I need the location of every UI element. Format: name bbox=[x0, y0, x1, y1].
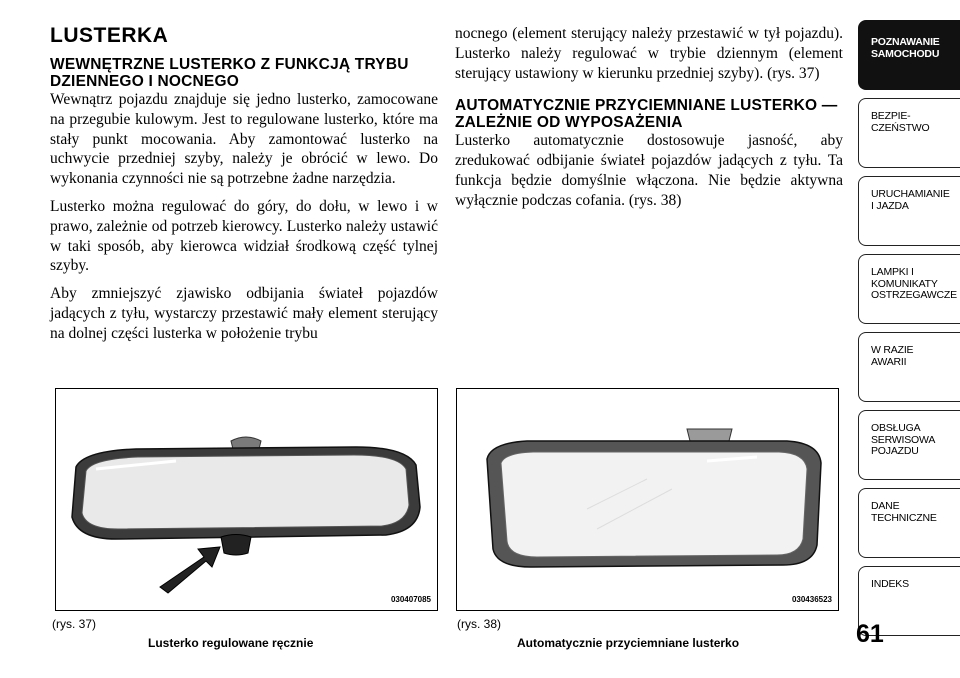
tab-label: DANE TECHNICZNE bbox=[871, 500, 937, 524]
tab-label: POZNAWANIE SAMOCHODU bbox=[871, 36, 940, 60]
tab-label: INDEKS bbox=[871, 578, 909, 590]
paragraph-night-mode: Aby zmniejszyć zjawisko odbijania świateł pojazdów jadących z tyłu, wystarczy przestawić mały element sterujący na dolnej części lusterka w położenie trybu bbox=[50, 285, 438, 342]
tab-label: W RAZIE AWARII bbox=[871, 344, 914, 368]
figure-code: 030407085 bbox=[390, 595, 431, 604]
tab-lampki-i-komunikaty[interactable] bbox=[858, 254, 960, 324]
section-title: LUSTERKA bbox=[50, 24, 169, 47]
figure-code: 030436523 bbox=[791, 595, 832, 604]
chapter-tabs bbox=[858, 20, 960, 644]
left-column bbox=[50, 24, 438, 352]
tab-label: BEZPIE- CZEŃSTWO bbox=[871, 110, 930, 134]
paragraph-adjustment: Lusterko można regulować do góry, do dołu, w lewo i w prawo, zależnie od potrzeb kierowcy. Lusterko należy ustawić w taki sposób, aby kierowca widział środkową część tylnej szyby. bbox=[50, 197, 438, 275]
paragraph-auto-dimming: Lusterko automatycznie dostosowuje jasność, aby zredukować odbijanie świateł pojazdów jadących z tyłu. Ta funkcja będzie domyślnie włączona. Nie będzie aktywna wyłącznie podczas cofania. (rys. 38) bbox=[455, 132, 843, 209]
tab-bezpieczenstwo[interactable] bbox=[858, 98, 960, 168]
figure-manual-mirror bbox=[55, 388, 438, 611]
subsection-title-auto-dimming: AUTOMATYCZNIE PRZYCIEMNIANE LUSTERKO — ZALEŻNIE OD WYPOSAŻENIA bbox=[455, 97, 838, 132]
tab-label: OBSŁUGA SERWISOWA POJAZDU bbox=[871, 422, 936, 457]
tab-uruchamianie-i-jazda[interactable] bbox=[858, 176, 960, 246]
figure-number-38: (rys. 38) bbox=[457, 617, 502, 631]
figure-auto-dimming-mirror bbox=[456, 388, 839, 611]
page-number: 61 bbox=[856, 620, 884, 648]
figure-caption-38: Automatycznie przyciemniane lusterko bbox=[517, 636, 740, 650]
figure-caption-37: Lusterko regulowane ręcznie bbox=[148, 636, 314, 650]
tab-dane-techniczne[interactable] bbox=[858, 488, 960, 558]
paragraph-continuation: nocnego (element sterujący należy przestawić w tył pojazdu). Lusterko należy regulować w trybie dziennym (element sterujący ustawiony w kierunku przedniej szyby). (rys. 37) bbox=[455, 25, 843, 82]
right-column bbox=[455, 24, 843, 219]
tab-poznawanie-samochodu[interactable] bbox=[858, 20, 960, 90]
tab-label: LAMPKI I KOMUNIKATY OSTRZEGAWCZE bbox=[871, 266, 957, 301]
tab-w-razie-awarii[interactable] bbox=[858, 332, 960, 402]
figure-number-37: (rys. 37) bbox=[52, 617, 97, 631]
manual-mirror-illustration bbox=[56, 389, 437, 610]
tab-label: URUCHAMIANIE I JAZDA bbox=[871, 188, 950, 212]
auto-dimming-mirror-illustration bbox=[457, 389, 838, 610]
subsection-title-day-night-mirror: WEWNĘTRZNE LUSTERKO Z FUNKCJĄ TRYBU DZIENNEGO I NOCNEGO bbox=[50, 56, 409, 90]
tab-obsluga-serwisowa[interactable] bbox=[858, 410, 960, 480]
paragraph-mounting: Wewnątrz pojazdu znajduje się jedno lusterko, zamocowane na przegubie kulowym. Jest to regulowane lusterko, które ma stały punkt mocowania. Aby zamontować lusterko na uchwycie przedniej szyby, należy je obrócić w lewo. Do wykonania czynności nie są potrzebne żadne narzędzia. bbox=[50, 91, 438, 188]
